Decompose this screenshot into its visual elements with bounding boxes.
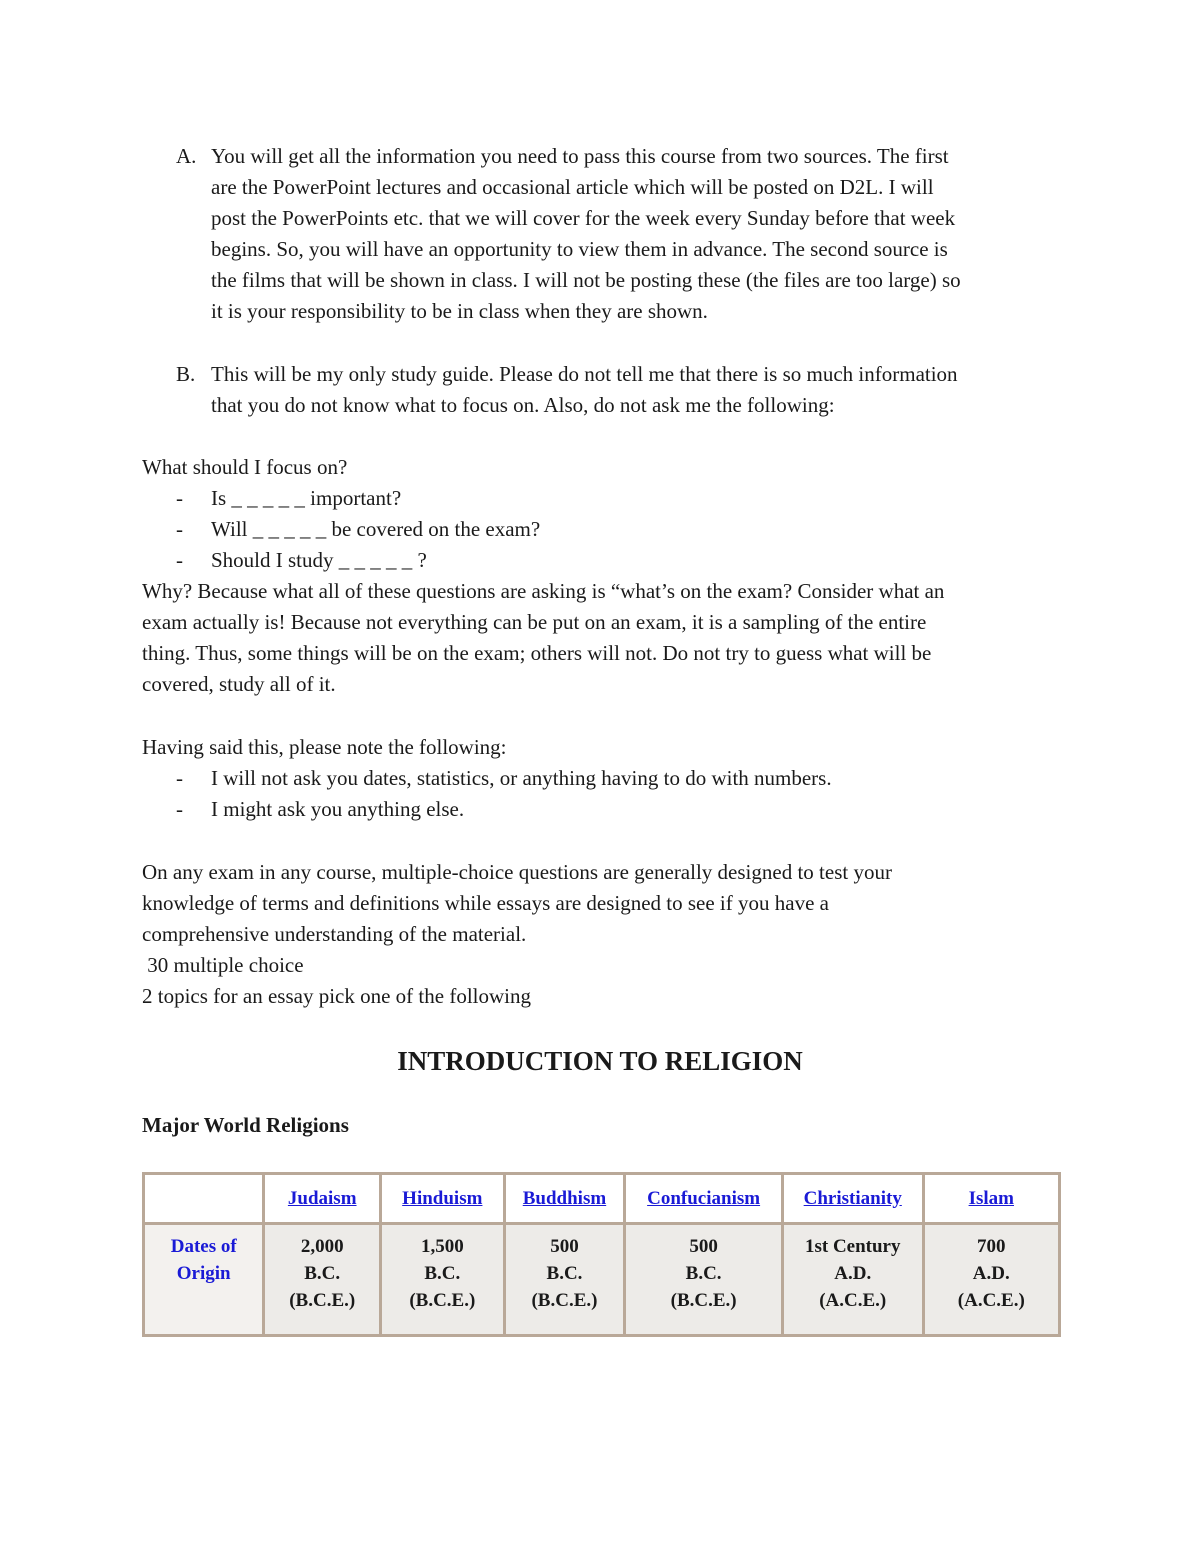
section-title: INTRODUCTION TO RELIGION: [397, 1046, 803, 1076]
table-cell: [381, 1224, 505, 1336]
dash-bullet: -: [176, 548, 183, 572]
cell-line: B.C.: [685, 1263, 722, 1284]
text-line: it is your responsibility to be in class when they are shown.: [211, 299, 708, 323]
table-header-cell: [264, 1174, 381, 1224]
table-cell: [504, 1224, 625, 1336]
text-line: the films that will be shown in class. I will not be posting these (the files are too large) so: [211, 268, 961, 292]
table-row: [144, 1224, 1060, 1336]
cell-line: (B.C.E.): [531, 1290, 598, 1311]
cell-line: 1st Century: [804, 1236, 901, 1257]
text-line: that you do not know what to focus on. Also, do not ask me the following:: [211, 393, 835, 417]
table-corner-cell: [144, 1174, 264, 1224]
notes-block: [142, 732, 1062, 825]
table-header-row: [144, 1174, 1060, 1224]
note-item: [142, 763, 1062, 794]
religion-link-buddhism[interactable]: Buddhism: [522, 1187, 607, 1209]
list-body: [211, 141, 1061, 327]
row-label-line: Dates of: [170, 1236, 237, 1257]
cell-line: A.D.: [834, 1263, 872, 1284]
table-header-cell: [923, 1174, 1059, 1224]
table-cell: [264, 1224, 381, 1336]
text-line: covered, study all of it.: [142, 672, 336, 696]
text-line: 2 topics for an essay pick one of the following: [142, 984, 531, 1008]
religion-link-judaism[interactable]: Judaism: [287, 1187, 357, 1209]
question-item: [142, 545, 1062, 576]
note-item: [142, 794, 1062, 825]
row-label-dates-of-origin: [144, 1224, 264, 1336]
cell-line: 500: [550, 1236, 579, 1257]
cell-line: B.C.: [304, 1263, 341, 1284]
note-text: I will not ask you dates, statistics, or anything having to do with numbers.: [211, 766, 832, 790]
text-line: On any exam in any course, multiple-choice questions are generally designed to test your: [142, 860, 892, 884]
dash-bullet: -: [176, 797, 183, 821]
subheading: Major World Religions: [142, 1113, 349, 1137]
table-header-cell: [625, 1174, 783, 1224]
table-header-cell: [381, 1174, 505, 1224]
cell-line: 2,000: [300, 1236, 344, 1257]
text-line: thing. Thus, some things will be on the exam; others will not. Do not try to guess what will be: [142, 641, 932, 665]
text-line: knowledge of terms and definitions while essays are designed to see if you have a: [142, 891, 829, 915]
cell-line: 700: [977, 1236, 1006, 1257]
table-cell: [625, 1224, 783, 1336]
question-item: [142, 514, 1062, 545]
dash-bullet: -: [176, 766, 183, 790]
cell-line: 500: [689, 1236, 718, 1257]
cell-line: B.C.: [424, 1263, 461, 1284]
religion-link-christianity[interactable]: Christianity: [803, 1187, 902, 1209]
table-header-cell: [782, 1174, 923, 1224]
question-text: Will _ _ _ _ _ be covered on the exam?: [211, 517, 541, 541]
question-item: [142, 483, 1062, 514]
cell-line: B.C.: [546, 1263, 583, 1284]
text-line: comprehensive understanding of the material.: [142, 922, 527, 946]
text-line: Why? Because what all of these questions are asking is “what’s on the exam? Consider what an: [142, 579, 945, 603]
note-intro: Having said this, please note the following:: [142, 735, 507, 759]
religions-table: [142, 1172, 1061, 1337]
text-line: This will be my only study guide. Please do not tell me that there is so much information: [211, 362, 958, 386]
cell-line: (B.C.E.): [670, 1290, 737, 1311]
list-body: [211, 359, 1061, 421]
cell-line: (B.C.E.): [409, 1290, 476, 1311]
cell-line: (B.C.E.): [289, 1290, 356, 1311]
text-line: exam actually is! Because not everything can be put on an exam, it is a sampling of the entire: [142, 610, 927, 634]
cell-line: (A.C.E.): [819, 1290, 887, 1311]
list-letter: B.: [176, 362, 196, 386]
text-line: 30 multiple choice: [142, 953, 304, 977]
questions-block: [142, 452, 1062, 700]
text-line: You will get all the information you need to pass this course from two sources. The first: [211, 144, 949, 168]
dash-bullet: -: [176, 486, 183, 510]
table-cell: [923, 1224, 1059, 1336]
text-line: post the PowerPoints etc. that we will cover for the week every Sunday before that week: [211, 206, 956, 230]
row-label-line: Origin: [176, 1263, 231, 1284]
table-header-cell: [504, 1174, 625, 1224]
cell-line: (A.C.E.): [957, 1290, 1025, 1311]
exam-info-block: [142, 857, 1062, 1012]
text-line: are the PowerPoint lectures and occasional article which will be posted on D2L. I will: [211, 175, 934, 199]
question-text: Should I study _ _ _ _ _ ?: [211, 548, 427, 572]
note-text: I might ask you anything else.: [211, 797, 465, 821]
religion-link-confucianism[interactable]: Confucianism: [647, 1187, 761, 1209]
dash-bullet: -: [176, 517, 183, 541]
table-cell: [782, 1224, 923, 1336]
religion-link-islam[interactable]: Islam: [968, 1187, 1014, 1209]
question-text: Is _ _ _ _ _ important?: [211, 486, 402, 510]
cell-line: A.D.: [972, 1263, 1010, 1284]
religion-link-hinduism[interactable]: Hinduism: [402, 1187, 483, 1209]
text-line: begins. So, you will have an opportunity to view them in advance. The second source is: [211, 237, 948, 261]
questions-intro: What should I focus on?: [142, 455, 348, 479]
cell-line: 1,500: [420, 1236, 464, 1257]
list-letter: A.: [176, 144, 197, 168]
